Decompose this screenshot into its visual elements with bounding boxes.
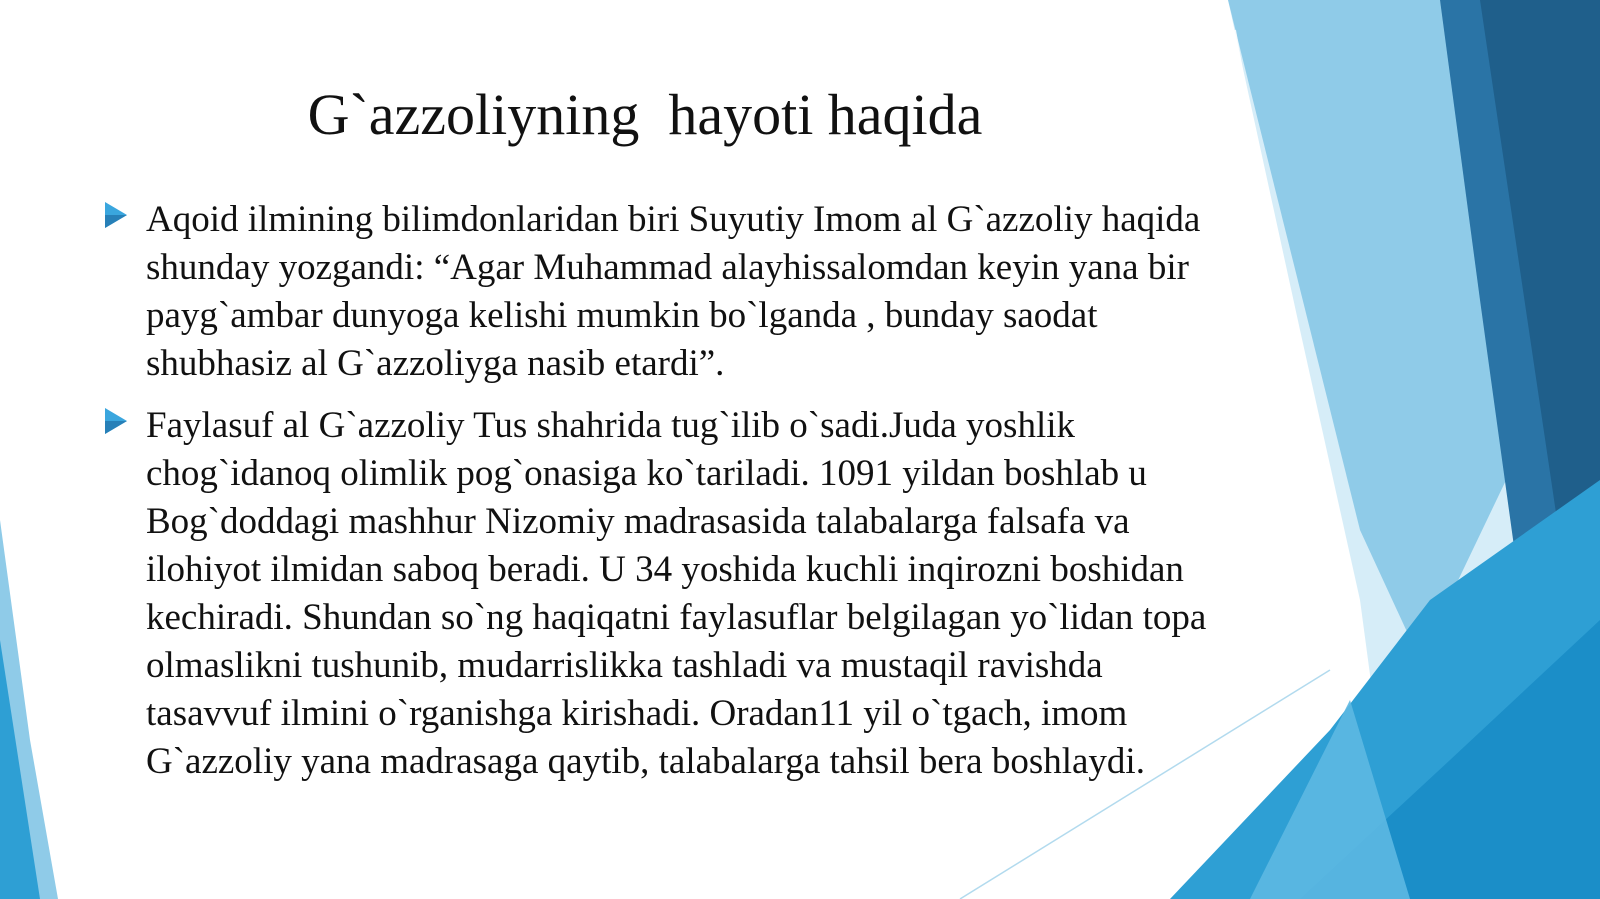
slide-title: G`azzoliyning hayoti haqida — [307, 82, 983, 147]
bullet-text: Faylasuf al G`azzoliy Tus shahrida tug`ilib o`sadi.Juda yoshlik chog`idanoq olimlik pog`onasiga ko`tariladi. 1091 yildan boshlab u Bog`doddagi mashhur Nizomiy madrasasida talabalarga falsafa va ilohiyot ilmidan saboq beradi. U 34 yoshida kuchli inqirozni boshidan kechiradi. Shundan so`ng haqiqatni faylasuflar belgilagan yo`lidan topa olmaslikni tushunib, mudarrislikka tashladi va mustaqil ravishda tasavvuf ilmini o`rganishga kirishadi. Oradan11 yil o`tgach, imom G`azzoliy yana madrasaga qaytib, talabalarga tahsil bera boshlaydi. — [146, 405, 1207, 782]
bullet-text: Aqoid ilmining bilimdonlaridan biri Suyutiy Imom al G`azzoliy haqida shunday yozgandi: “Agar Muhammad alayhissalomdan keyin yana bir payg`ambar dunyoga kelishi mumkin bo`lganda , bunday saodat shubhasiz al G`azzoliyga nasib etardi”. — [146, 199, 1201, 384]
bullet-item — [100, 402, 1210, 786]
bullet-list — [100, 196, 1210, 800]
bullet-item — [100, 196, 1210, 388]
triangle-bullet-icon — [103, 200, 129, 230]
triangle-bullet-icon — [103, 406, 129, 436]
